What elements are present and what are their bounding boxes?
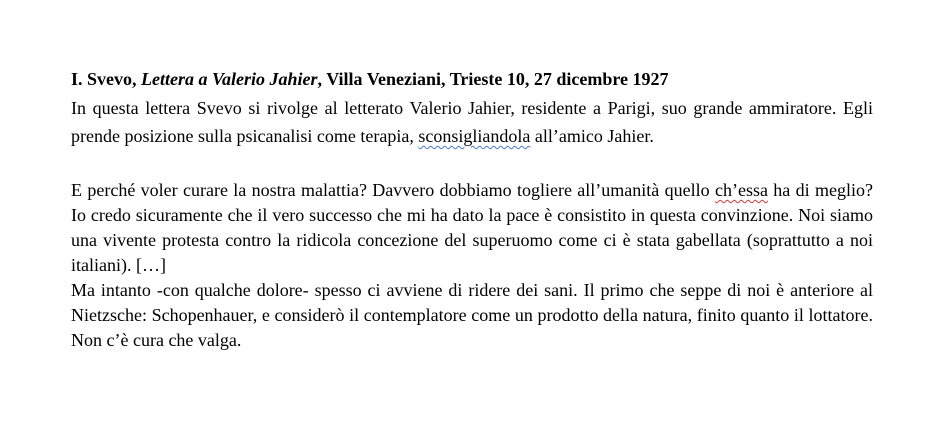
intro-paragraph: [71, 94, 873, 150]
document-heading: [71, 66, 873, 92]
intro-text-start: In questa lettera Svevo si rivolge al letterato Valerio Jahier, residente a Parigi, suo grande ammiratore. Egli prende posizione sulla psicanalisi come terapia,: [71, 98, 873, 146]
quote1-text-start: E perché voler curare la nostra malattia? Davvero dobbiamo togliere all’umanità quello: [71, 180, 715, 200]
heading-title: Lettera a Valerio Jahier: [141, 69, 318, 89]
document-page: [71, 66, 873, 353]
quote-paragraph-2: [71, 278, 873, 353]
heading-author: I. Svevo,: [71, 69, 142, 89]
quote-paragraph-1: [71, 178, 873, 278]
spelling-flagged-word[interactable]: ch’essa: [714, 180, 768, 200]
quote2-text: Ma intanto -con qualche dolore- spesso ci avviene di ridere dei sani. Il primo che seppe di noi è anteriore al Nietzsche: Schopenhauer, e considerò il contemplatore come un prodotto della natura, finito quanto il lottatore. Non c’è cura che valga.: [71, 280, 873, 350]
intro-text-end: all’amico Jahier.: [530, 126, 654, 146]
grammar-flagged-word[interactable]: sconsigliandola: [418, 126, 531, 146]
quote1-text-end: ha di meglio? Io credo sicuramente che il vero successo che mi ha dato la pace è consistito in questa convinzione. Noi siamo una vivente protesta contro la ridicola concezione del superuomo come ci è stata gabellata (soprattutto a noi italiani). […]: [71, 180, 873, 275]
heading-place-date: , Villa Veneziani, Trieste 10, 27 dicembre 1927: [317, 69, 669, 89]
